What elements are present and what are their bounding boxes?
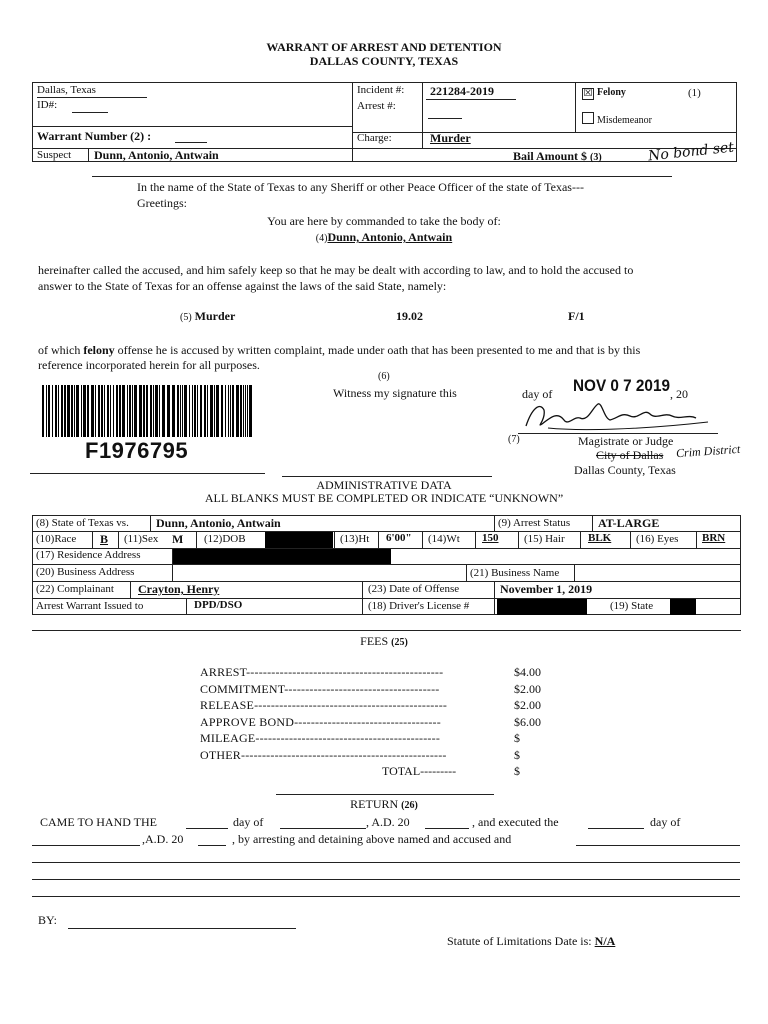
felony-checkbox: ☒ Felony bbox=[583, 87, 626, 99]
return-day-of2-label: day of bbox=[650, 815, 681, 829]
fee-row-amount: $ bbox=[514, 731, 520, 745]
complainant-value: Crayton, Henry bbox=[138, 582, 220, 596]
id-label: ID#: bbox=[37, 99, 58, 111]
location-text: Dallas, Texas bbox=[37, 84, 96, 96]
charge-label: Charge: bbox=[357, 132, 392, 144]
return-day-of-label: day of bbox=[233, 815, 264, 829]
document-title: WARRANT OF ARREST AND DETENTION bbox=[266, 40, 502, 54]
statute-limitations: Statute of Limitations Date is: N/A bbox=[447, 934, 616, 948]
barcode-image bbox=[40, 385, 255, 437]
arrest-status-value: AT-LARGE bbox=[598, 516, 660, 530]
return-title: RETURN (26) bbox=[350, 797, 418, 811]
judge-ref: (7) bbox=[508, 434, 520, 445]
bail-amount-label: Bail Amount $ (3) bbox=[513, 149, 602, 163]
witness-text: Witness my signature this bbox=[333, 386, 457, 400]
fee-row-label: APPROVE BOND----------------------------------- bbox=[200, 714, 441, 729]
executed-label: , and executed the bbox=[472, 815, 559, 829]
complainant-label: (22) Complainant bbox=[36, 583, 114, 595]
race-value: B bbox=[100, 532, 109, 546]
return-ad20-label: , A.D. 20 bbox=[366, 815, 410, 829]
dob-redaction bbox=[265, 532, 333, 548]
drivers-license-label: (18) Driver's License # bbox=[368, 600, 470, 612]
offense: (5) Murder bbox=[180, 309, 236, 323]
dob-label: (12)DOB bbox=[204, 533, 246, 545]
height-value: 6'00" bbox=[386, 532, 412, 544]
came-to-hand-label: CAME TO HAND THE bbox=[40, 815, 158, 829]
state-vs-label: (8) State of Texas vs. bbox=[36, 517, 129, 529]
paragraph2-line1: of which felony offense he is accused by written complaint, made under oath that has been presented to me and that is by this bbox=[38, 343, 641, 357]
admin-subtitle: ALL BLANKS MUST BE COMPLETED OR INDICATE “UNKNOWN” bbox=[204, 491, 564, 505]
misdemeanor-checkbox: Misdemeanor bbox=[582, 112, 652, 126]
suspect-name: Dunn, Antonio, Antwain bbox=[94, 148, 219, 162]
fee-row-amount: $4.00 bbox=[514, 665, 541, 679]
fee-row-label: COMMITMENT------------------------------------- bbox=[200, 681, 440, 696]
judge-county: Dallas County, Texas bbox=[574, 463, 676, 477]
residence-redaction bbox=[173, 549, 391, 564]
fees-total-amount: $ bbox=[514, 764, 520, 778]
arrest-number-label: Arrest #: bbox=[357, 100, 396, 112]
paragraph2-line2: reference incorporated herein for all purposes. bbox=[38, 358, 260, 372]
command-text: You are here by commanded to take the body of: bbox=[267, 214, 501, 228]
date-offense-value: November 1, 2019 bbox=[500, 582, 593, 596]
return-ad20b-label: ,A.D. 20 bbox=[142, 832, 184, 846]
fees-total-label: TOTAL--------- bbox=[382, 764, 457, 778]
offense-degree: F/1 bbox=[568, 309, 585, 323]
judge-signature bbox=[518, 398, 718, 434]
document-subtitle: DALLAS COUNTY, TEXAS bbox=[309, 54, 459, 68]
admin-title: ADMINISTRATIVE DATA bbox=[316, 478, 452, 492]
judge-court: City of Dallas bbox=[596, 448, 664, 462]
arrest-status-label: (9) Arrest Status bbox=[498, 517, 571, 529]
sex-label: (11)Sex bbox=[124, 533, 159, 545]
incident-label: Incident #: bbox=[357, 84, 405, 96]
eyes-label: (16) Eyes bbox=[636, 533, 679, 545]
fee-row-label: MILEAGE-------------------------------------------- bbox=[200, 731, 441, 745]
hair-value: BLK bbox=[588, 532, 612, 544]
by-label: BY: bbox=[38, 913, 57, 927]
dl-state-label: (19) State bbox=[610, 600, 654, 612]
accused-line: (4)Dunn, Antonio, Antwain bbox=[315, 230, 453, 244]
paragraph1-line2: answer to the State of Texas for an offense against the laws of the said State, namely: bbox=[38, 279, 447, 293]
by-arresting-text: , by arresting and detaining above named and accused and bbox=[232, 832, 512, 846]
judge-title: Magistrate or Judge bbox=[578, 434, 674, 448]
statute-number: 19.02 bbox=[396, 309, 423, 323]
fee-row-amount: $6.00 bbox=[514, 714, 541, 729]
dl-state-redaction bbox=[670, 599, 696, 615]
drivers-license-redaction bbox=[497, 599, 587, 615]
fee-row-amount: $2.00 bbox=[514, 698, 541, 712]
business-name-label: (21) Business Name bbox=[470, 567, 560, 579]
witness-ref: (6) bbox=[378, 371, 390, 382]
felony-check-icon: ☒ bbox=[583, 88, 593, 99]
race-label: (10)Race bbox=[36, 533, 77, 545]
bail-handwritten: No bond set bbox=[647, 139, 735, 165]
judge-court-handwritten: Crim District bbox=[675, 441, 741, 461]
charge-value: Murder bbox=[430, 131, 471, 145]
paragraph1-line1: hereinafter called the accused, and him safely keep so that he may be dealt with according to law, and to hold the accused to bbox=[38, 263, 634, 277]
suspect-label: Suspect bbox=[37, 149, 72, 161]
issued-to-label: Arrest Warrant Issued to bbox=[36, 600, 144, 612]
sex-value: M bbox=[172, 532, 184, 546]
date-stamp: NOV 0 7 2019 bbox=[573, 376, 670, 395]
issued-to-value: DPD/DSO bbox=[194, 599, 243, 611]
residence-label: (17) Residence Address bbox=[36, 549, 141, 561]
fee-row-amount: $ bbox=[514, 747, 520, 762]
state-vs-value: Dunn, Antonio, Antwain bbox=[156, 516, 281, 530]
warrant-number-label: Warrant Number (2) : bbox=[37, 129, 152, 143]
height-label: (13)Ht bbox=[340, 533, 370, 545]
greeting-line1: In the name of the State of Texas to any Sheriff or other Peace Officer of the state of Texas--- bbox=[137, 180, 584, 194]
weight-label: (14)Wt bbox=[428, 533, 460, 545]
hair-label: (15) Hair bbox=[524, 533, 565, 545]
day-of-label: day of bbox=[522, 387, 553, 401]
barcode-number: F1976795 bbox=[85, 438, 189, 463]
date-offense-label: (23) Date of Offense bbox=[368, 583, 460, 595]
weight-value: 150 bbox=[482, 532, 499, 544]
year-suffix: , 20 bbox=[670, 387, 688, 401]
business-address-label: (20) Business Address bbox=[36, 566, 135, 578]
fee-row-amount: $2.00 bbox=[514, 681, 541, 696]
felony-ref: (1) bbox=[688, 87, 701, 99]
incident-value: 221284-2019 bbox=[430, 84, 494, 98]
misdemeanor-check-icon bbox=[582, 112, 594, 124]
eyes-value: BRN bbox=[702, 532, 726, 544]
greeting-line2: Greetings: bbox=[137, 196, 187, 210]
fees-title: FEES (25) bbox=[360, 634, 408, 648]
fee-row-label: OTHER------------------------------------------------- bbox=[200, 747, 447, 762]
fee-row-label: RELEASE---------------------------------------------- bbox=[200, 698, 448, 712]
fee-row-label: ARREST----------------------------------------------- bbox=[200, 665, 444, 679]
